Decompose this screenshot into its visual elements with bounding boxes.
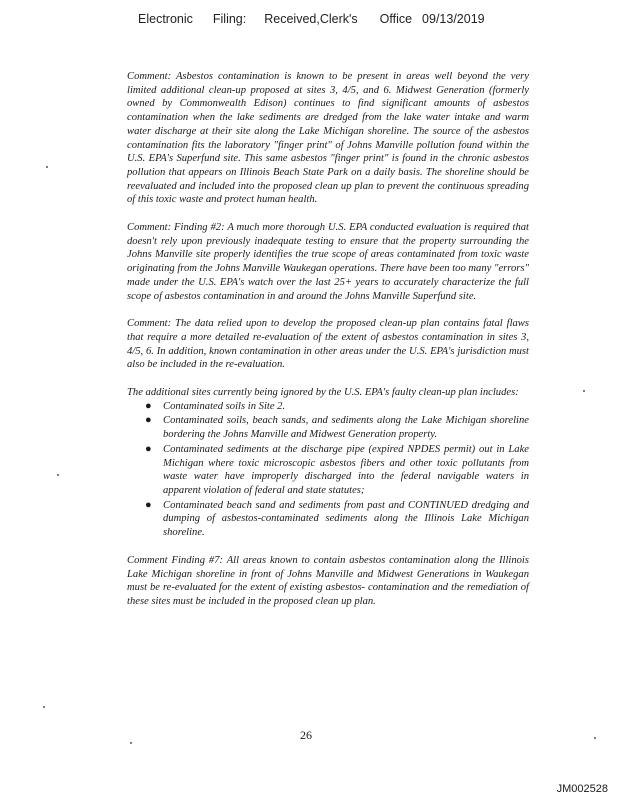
list-item-text: Contaminated soils in Site 2. — [163, 400, 286, 412]
list-item-text: Contaminated soils, beach sands, and sediments along the Lake Michigan shoreline bordering the Johns Manville and Midwest Generation property. — [163, 415, 529, 441]
scan-speck — [583, 390, 585, 392]
bullet-icon: ● — [145, 399, 152, 412]
header-office: Office — [379, 12, 413, 26]
bullet-icon: ● — [145, 498, 152, 511]
header-filing: Filing: — [212, 12, 247, 26]
list-item — [127, 443, 529, 498]
comment-paragraph-1: Comment: Asbestos contamination is known to be present in areas well beyond the very limited additional clean-up proposed at sites 3, 4/5, and 6. Midwest Generation (formerly owned by Commonwealth Edison) continues to find significant amounts of asbestos contamination when the lake sediments are dredged from the lake water intake and warm water discharge at their site along the Lake Michigan shoreline. The source of the asbestos contamination fits the laboratory "finger print" of Johns Manville pollution found within the U.S. EPA's Superfund site. This same asbestos "finger print" is found in the chronic asbestos pollution that appears on Illinois Beach State Park on a daily basis. The shoreline should be reevaluated and included into the proposed clean up plan to prevent the continuous spreading of this toxic waste and protect human health. — [127, 71, 529, 206]
bullet-icon: ● — [145, 414, 152, 427]
comment-paragraph-final: Comment Finding #7: All areas known to contain asbestos contamination along the Illinois Lake Michigan shoreline in front of Johns Manville and Midwest Generations in Waukegan must be re-evaluated for the extent of existing asbestos- contamination and the remediation of these sites must be included in the proposed clean up plan. — [127, 554, 529, 607]
scan-speck — [46, 166, 48, 168]
page-number: 26 — [300, 728, 312, 742]
comment-paragraph-3: Comment: The data relied upon to develop the proposed clean-up plan contains fatal flaws that require a more detailed re-evaluation of the extent of asbestos contamination in sites 3, 4/5, 6. In addition, known contamination in other areas under the U.S. EPA's jurisdiction must also be included in the re-evaluation. — [127, 318, 529, 371]
list-item — [127, 414, 529, 441]
list-item-text: Contaminated sediments at the discharge pipe (expired NPDES permit) out in Lake Michigan where toxic microscopic asbestos fibers and other toxic pollutants from waste water have improperly discharged into the federal navigable waters in apparent violation of federal and state statutes; — [163, 443, 529, 496]
list-item-text: Contaminated beach sand and sediments from past and CONTINUED dredging and dumping of asbestos-contaminated sediments along the Illinois Lake Michigan shoreline. — [163, 499, 529, 539]
scan-speck — [57, 474, 59, 476]
list-intro: The additional sites currently being ignored by the U.S. EPA's faulty clean-up plan includes: — [127, 387, 519, 399]
scan-speck — [594, 737, 596, 739]
ignored-sites-list — [127, 400, 529, 540]
list-item — [127, 499, 529, 540]
document-body — [127, 70, 529, 623]
comment-paragraph-2: Comment: Finding #2: A much more thorough U.S. EPA conducted evaluation is required that doesn't rely upon previously inadequate testing to ensure that the property surrounding the Johns Manville site properly identifies the true scope of areas contaminated from toxic waste originating from the Johns Manville Waukegan operations. There have been too many "errors" made under the U.S. EPA's watch over the last 25+ years to accurately characterize the full scope of asbestos contamination in and around the Johns Manville Superfund site. — [127, 222, 529, 302]
list-item — [127, 400, 529, 414]
header-date: 09/13/2019 — [422, 12, 485, 26]
document-id: JM002528 — [556, 783, 608, 795]
filing-stamp-header — [138, 12, 485, 26]
scan-speck — [43, 706, 45, 708]
scan-speck — [130, 742, 132, 744]
header-electronic: Electronic — [138, 12, 193, 26]
bullet-icon: ● — [145, 442, 152, 455]
header-received: Received,Clerk's — [264, 12, 358, 26]
